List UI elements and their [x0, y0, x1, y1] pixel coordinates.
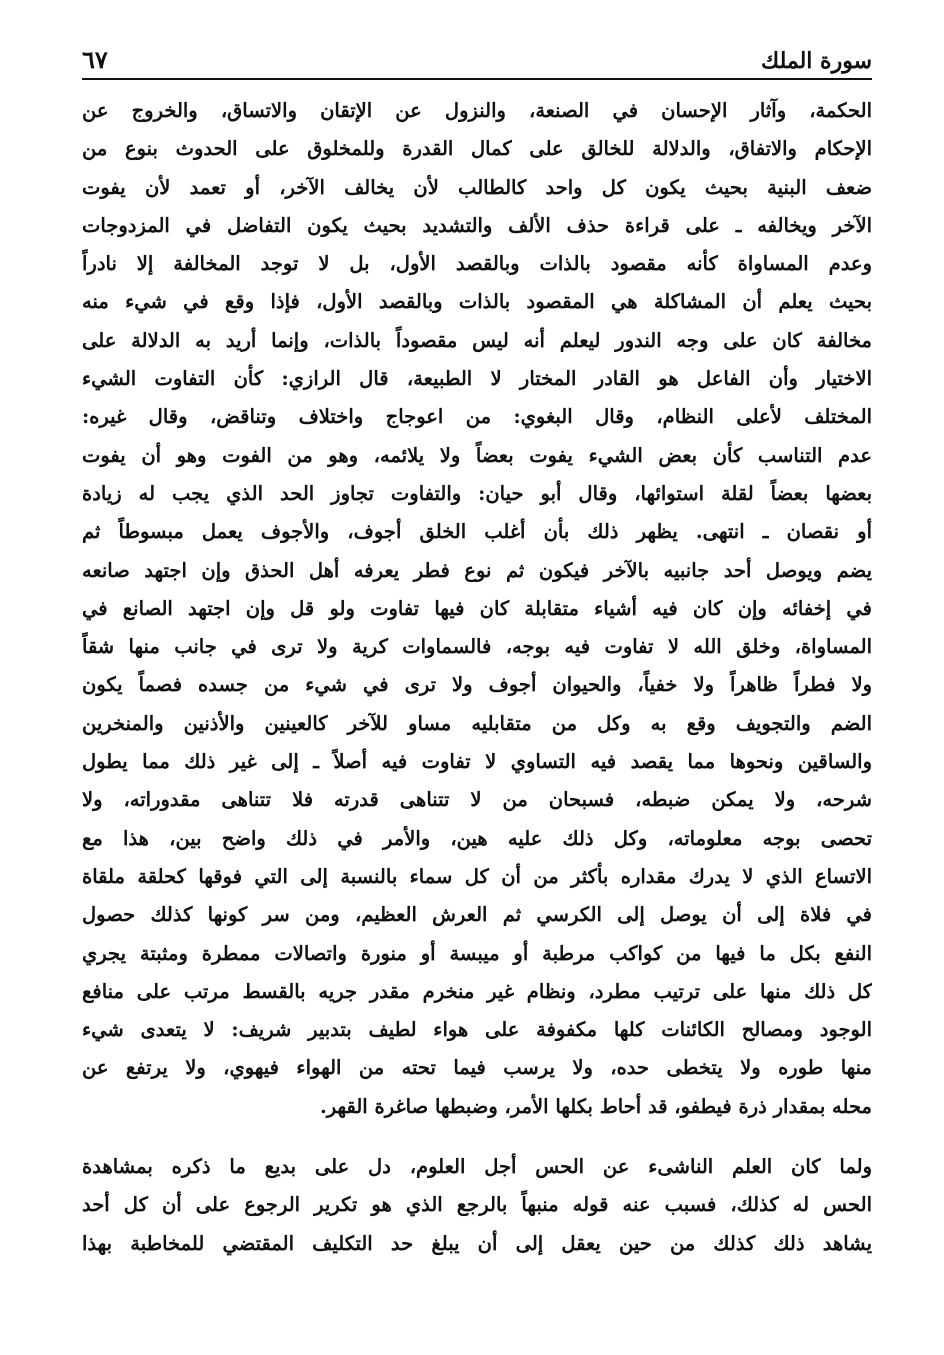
page-number: ٦٧ — [82, 45, 108, 74]
text-line: ولا فطراً ظاهراً ولا خفياً، والحيوان أجوف ولا ترى في شيء من جسده فصماً يكون — [82, 673, 872, 697]
text-line: الاختيار وأن الفاعل هو القادر المختار لا الطبيعة، قال الرازي: كأن التفاوت الشيء — [82, 367, 872, 391]
text-line: عدم التناسب كأن بعض الشيء يفوت بعضاً ولا يلائمه، وهو من الفوت وهو أن يفوت — [82, 443, 872, 467]
text-line: أو نقصان ـ انتهى. يظهر ذلك بأن أغلب الخلق أجوف، والأجوف يعمل مبسوطاً ثم — [82, 520, 872, 544]
running-header — [82, 42, 872, 80]
text-line: تحصى بوجه معلوماته، وكل ذلك عليه هين، والأمر في ذلك واضح بين، هذا مع — [82, 826, 872, 850]
surah-title: سورة الملك — [761, 48, 872, 74]
text-line: كل ذلك منها على ترتيب مطرد، ونظام غير منخرم مقدر جريه بالقسط مرتب على منافع — [82, 979, 872, 1003]
text-line: ولما كان العلم الناشىء عن الحس أجل العلوم، دل على بديع ما ذكره بمشاهدة — [82, 1155, 872, 1179]
body-text — [82, 92, 872, 1263]
text-line: المختلف لأعلى النظام، وقال البغوي: من اعوجاج واختلاف وتناقض، وقال غيره: — [82, 405, 872, 429]
text-line: في إخفائه وإن كان فيه أشياء متقابلة كان فيها تفاوت ولو قل وإن اجتهد الصانع في — [82, 596, 872, 620]
text-line: بعضها بعضاً لقلة استوائها، وقال أبو حيان: والتفاوت تجاوز الحد الذي يجب له زيادة — [82, 481, 872, 505]
text-line: منها طوره ولا يتخطى حده، ولا يرسب فيما تحته من الهواء فيهوي، ولا يرتفع عن — [82, 1056, 872, 1080]
text-line: الاتساع الذي لا يدرك مقداره بأكثر من أن كل سماء بالنسبة إلى التي فوقها كحلقة ملقاة — [82, 864, 872, 888]
text-line: في فلاة إلى أن يوصل إلى الكرسي ثم العرش العظيم، ومن سر كونها كذلك حصول — [82, 903, 872, 927]
text-line: يشاهد ذلك كذلك من حين يعقل إلى أن يبلغ حد التكليف المقتضي للمخاطبة بهذا — [82, 1231, 872, 1255]
text-line: الحكمة، وآثار الإحسان في الصنعة، والنزول عن الإتقان والاتساق، والخروج عن — [82, 99, 872, 122]
text-line: الإحكام والاتفاق، والدلالة للخالق على كمال القدرة وللمخلوق على الحدوث بنوع من — [82, 137, 872, 161]
text-line: وعدم المساواة كأنه مقصود بالذات وبالقصد الأول، بل لا توجد المخالفة إلا نادراً — [82, 252, 872, 276]
text-line: مخالفة كان على وجه الندور ليعلم أنه ليس مقصوداً بالذات، وإنما أريد به الدلالة على — [82, 328, 872, 352]
text-line: الحس له كذلك، فسبب عنه قوله منبهاً بالرجع الذي هو تكرير الرجوع على أن كل أحد — [82, 1193, 872, 1217]
paragraph — [82, 1148, 872, 1263]
text-line: ضعف البنية بحيث يكون كل واحد كالطالب لأن يخالف الآخر، أو تعمد لأن يفوت — [82, 175, 872, 199]
paragraph — [82, 92, 872, 1126]
text-line: والساقين ونحوها مما يقصد فيه التساوي لا تفاوت فيه أصلاً ـ إلى غير ذلك مما يطول — [82, 750, 872, 774]
text-line: الوجود ومصالح الكائنات كلها مكفوفة على هواء لطيف بتدبير شريف: لا يتعدى شيء — [82, 1018, 872, 1042]
paragraph-spacer — [82, 1126, 872, 1148]
text-line: الضم والتجويف وقع به وكل من متقابليه مساو للآخر كالعينين والأذنين والمنخرين — [82, 711, 872, 735]
text-line: محله بمقدار ذرة فيطفو، قد أحاط بكلها الأمر، وضبطها صاغرة القهر. — [319, 1094, 872, 1118]
text-line: يضم ويوصل أحد جانبيه بالآخر فيكون ثم نوع فطر يعرفه أهل الحذق وإن اجتهد صانعه — [82, 558, 872, 582]
text-line: الآخر ويخالفه ـ على قراءة حذف الألف والتشديد بحيث يكون التفاضل في المزدوجات — [82, 213, 872, 237]
text-line: بحيث يعلم أن المشاكلة هي المقصود بالذات وبالقصد الأول، فإذا وقع في شيء منه — [82, 290, 872, 314]
text-line: النفع بكل ما فيها من كواكب مرطبة أو ميبسة أو منورة واتصالات ممطرة ومثبتة يجري — [82, 941, 872, 965]
text-line: شرحه، ولا يمكن ضبطه، فسبحان من لا تتناهى قدرته فلا تتناهى مقدوراته، ولا — [82, 788, 872, 812]
text-line: المساواة، وخلق الله لا تفاوت فيه بوجه، فالسماوات كرية ولا ترى في جانب منها شقاً — [82, 635, 872, 659]
